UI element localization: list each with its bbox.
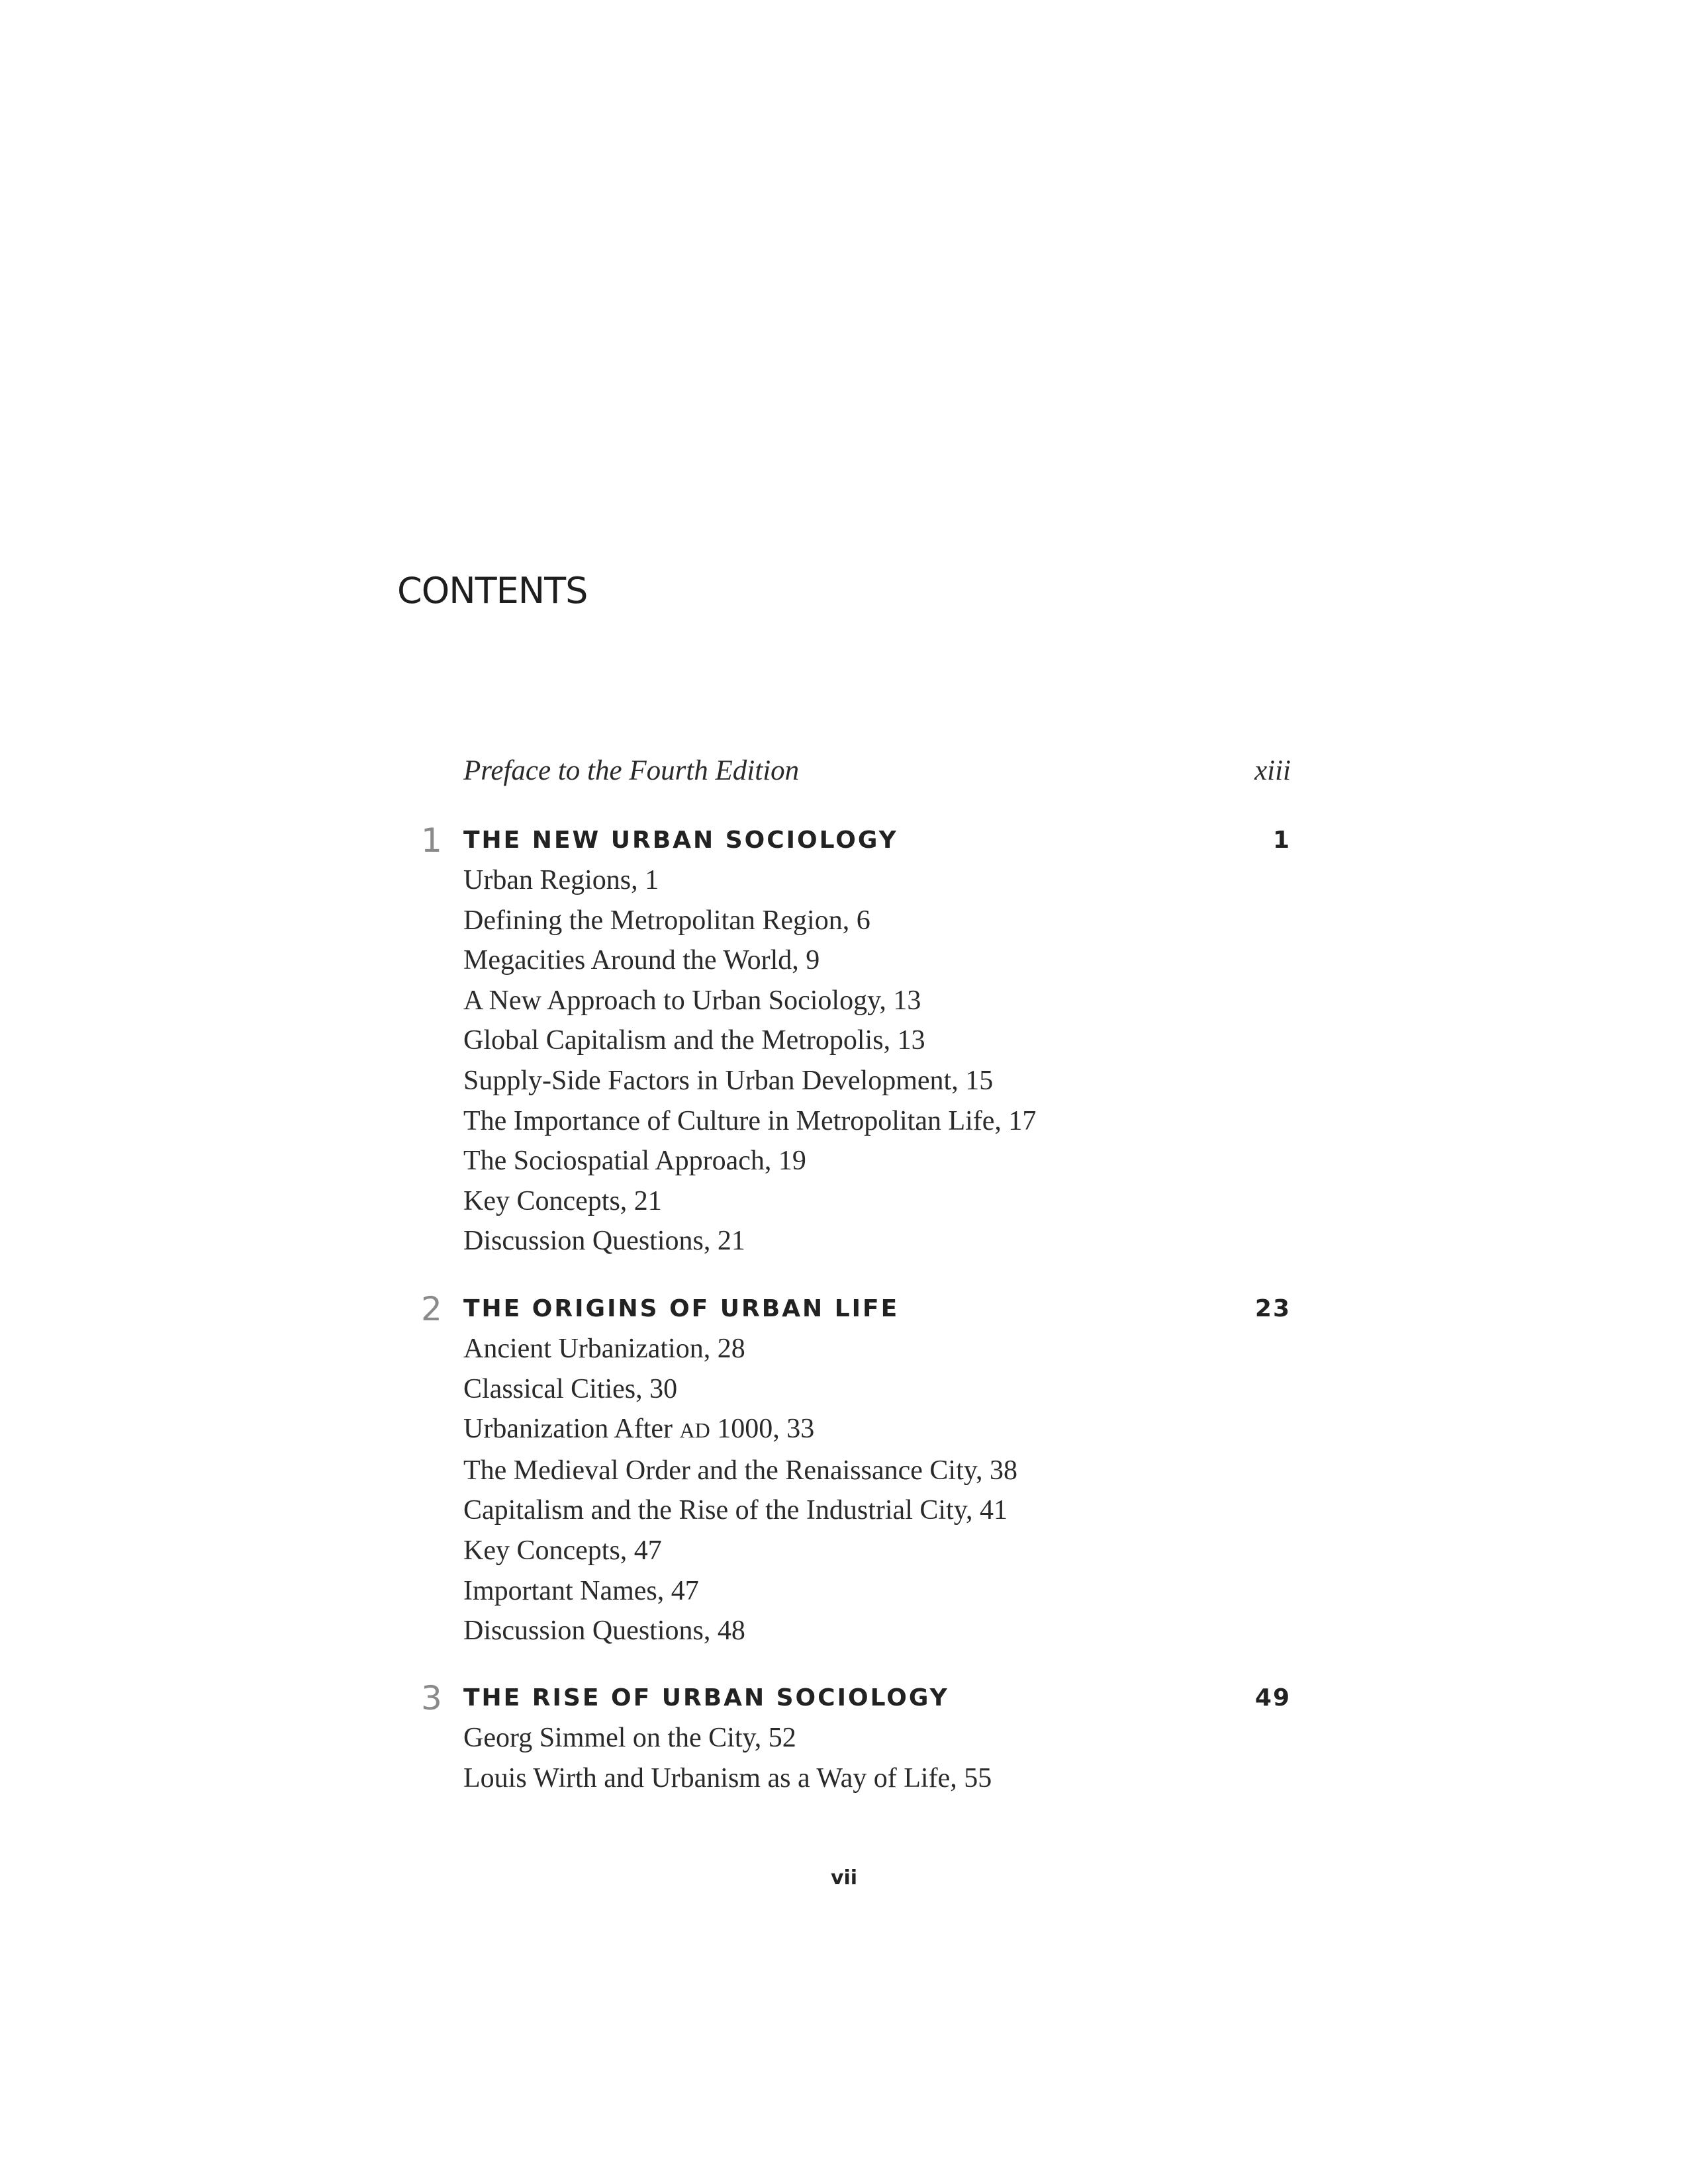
toc-entry[interactable]: A New Approach to Urban Sociology, 13: [463, 985, 921, 1016]
chapter-title: THE ORIGINS OF URBAN LIFE: [463, 1295, 900, 1322]
toc-entry[interactable]: Defining the Metropolitan Region, 6: [463, 905, 870, 936]
toc-entry[interactable]: Key Concepts, 21: [463, 1185, 662, 1216]
preface-page-number: xiii: [1254, 755, 1291, 786]
chapter-heading[interactable]: [463, 1678, 1291, 1718]
entry-smallcaps: AD: [679, 1418, 710, 1443]
toc-entry[interactable]: The Sociospatial Approach, 19: [463, 1146, 806, 1177]
chapter-title: THE NEW URBAN SOCIOLOGY: [463, 827, 898, 854]
toc-entry[interactable]: The Medieval Order and the Renaissance City, 38: [463, 1455, 1018, 1486]
toc-entry[interactable]: Urban Regions, 1: [463, 865, 659, 895]
chapter-entries: [463, 1329, 1017, 1651]
page-number-footer: vii: [830, 1866, 858, 1889]
toc-entry[interactable]: Key Concepts, 47: [463, 1535, 662, 1566]
chapter-number: 2: [421, 1290, 442, 1328]
toc-entry[interactable]: Ancient Urbanization, 28: [463, 1334, 745, 1364]
toc-entry[interactable]: Georg Simmel on the City, 52: [463, 1723, 796, 1753]
toc-entry[interactable]: Supply-Side Factors in Urban Development, 15: [463, 1065, 994, 1096]
entry-text-after: 1000, 33: [710, 1414, 815, 1445]
chapter-page-number: 23: [1254, 1295, 1291, 1322]
toc-preface-entry[interactable]: [463, 751, 1291, 791]
toc-entry[interactable]: [463, 1409, 1017, 1451]
chapter-number: 1: [421, 821, 442, 860]
chapter-entries: [463, 1718, 992, 1798]
toc-entry[interactable]: Louis Wirth and Urbanism as a Way of Life, 55: [463, 1762, 992, 1794]
chapter-heading[interactable]: [463, 1289, 1291, 1329]
toc-entry[interactable]: Global Capitalism and the Metropolis, 13: [463, 1025, 925, 1056]
toc-entry[interactable]: Important Names, 47: [463, 1575, 699, 1606]
entry-text-before: Urbanization After: [463, 1414, 680, 1445]
toc-entry[interactable]: Megacities Around the World, 9: [463, 945, 820, 976]
page-title: CONTENTS: [397, 570, 588, 612]
chapter-page-number: 1: [1272, 827, 1291, 854]
chapter-entries: [463, 860, 1036, 1261]
toc-entry[interactable]: Classical Cities, 30: [463, 1373, 678, 1404]
chapter-heading[interactable]: [463, 821, 1291, 860]
chapter-title: THE RISE OF URBAN SOCIOLOGY: [463, 1684, 949, 1711]
toc-entry[interactable]: Capitalism and the Rise of the Industrial City, 41: [463, 1495, 1008, 1526]
chapter-number: 3: [421, 1679, 442, 1717]
toc-entry[interactable]: Discussion Questions, 48: [463, 1615, 745, 1647]
chapter-page-number: 49: [1254, 1684, 1291, 1711]
preface-label: Preface to the Fourth Edition: [463, 755, 800, 786]
toc-entry[interactable]: Discussion Questions, 21: [463, 1226, 745, 1257]
toc-entry[interactable]: The Importance of Culture in Metropolitan Life, 17: [463, 1105, 1037, 1136]
